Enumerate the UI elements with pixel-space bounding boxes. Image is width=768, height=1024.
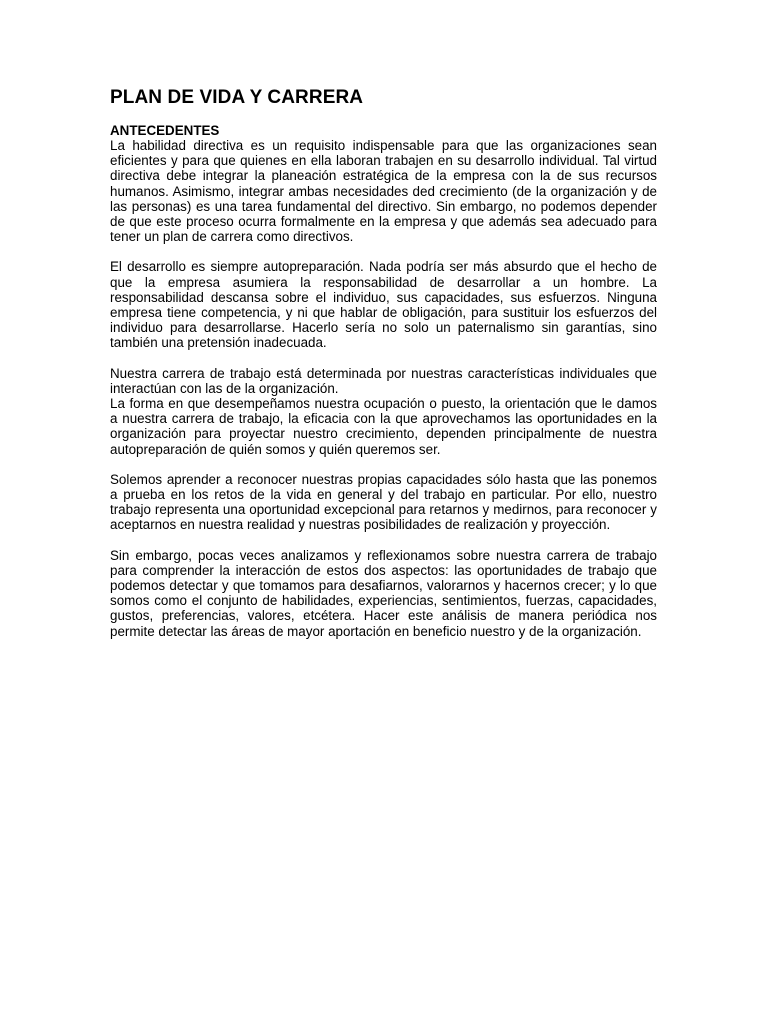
paragraph-2: El desarrollo es siempre autopreparación. Nada podría ser más absurdo que el hecho de que la empresa asumiera la responsabilidad de desarrollar a un hombre. La responsabilidad descansa sobre el individuo, sus capacidades, sus esfuerzos. Ninguna empresa tiene competencia, y ni que hablar de obligación, para sustituir los esfuerzos del individuo para desarrollarse. Hacerlo sería no solo un paternalismo sin garantías, sino también una pretensión inadecuada. [110, 259, 657, 351]
paragraph-spacer [110, 533, 657, 548]
paragraph-1: La habilidad directiva es un requisito indispensable para que las organizaciones sean eficientes y para que quienes en ella laboran trabajen en su desarrollo individual. Tal virtud directiva debe integrar la planeación estratégica de la empresa con la de sus recursos humanos. Asimismo, integrar ambas necesidades ded crecimiento (de la organización y de las personas) es una tarea fundamental del directivo. Sin embargo, no podemos depender de que este proceso ocurra formalmente en la empresa y que además sea adecuado para tener un plan de carrera como directivos. [110, 138, 657, 245]
paragraph-spacer [110, 244, 657, 259]
paragraph-6: Sin embargo, pocas veces analizamos y reflexionamos sobre nuestra carrera de trabajo para comprender la interacción de estos dos aspectos: las oportunidades de trabajo que podemos detectar y que tomamos para desafiarnos, valorarnos y hacernos crecer; y lo que somos como el conjunto de habilidades, experiencias, sentimientos, fuerzas, capacidades, gustos, preferencias, valores, etcétera. Hacer este análisis de manera periódica nos permite detectar las áreas de mayor aportación en beneficio nuestro y de la organización. [110, 547, 657, 639]
paragraph-spacer [110, 457, 657, 472]
paragraph-4: La forma en que desempeñamos nuestra ocupación o puesto, la orientación que le damos a nuestra carrera de trabajo, la eficacia con la que aprovechamos las oportunidades en la organización para proyectar nuestro crecimiento, dependen principalmente de nuestra autopreparación de quién somos y quién queremos ser. [110, 396, 657, 457]
paragraph-spacer [110, 351, 657, 366]
paragraph-3: Nuestra carrera de trabajo está determinada por nuestras características individuales que interactúan con las de la organización. [110, 365, 657, 396]
document-page [110, 86, 657, 639]
paragraph-5: Solemos aprender a reconocer nuestras propias capacidades sólo hasta que las ponemos a prueba en los retos de la vida en general y del trabajo en particular. Por ello, nuestro trabajo representa una oportunidad excepcional para retarnos y medirnos, para reconocer y aceptarnos en nuestra realidad y nuestras posibilidades de realización y proyección. [110, 471, 657, 533]
page-title: PLAN DE VIDA Y CARRERA [110, 87, 364, 108]
section-heading-antecedentes: ANTECEDENTES [110, 123, 220, 138]
